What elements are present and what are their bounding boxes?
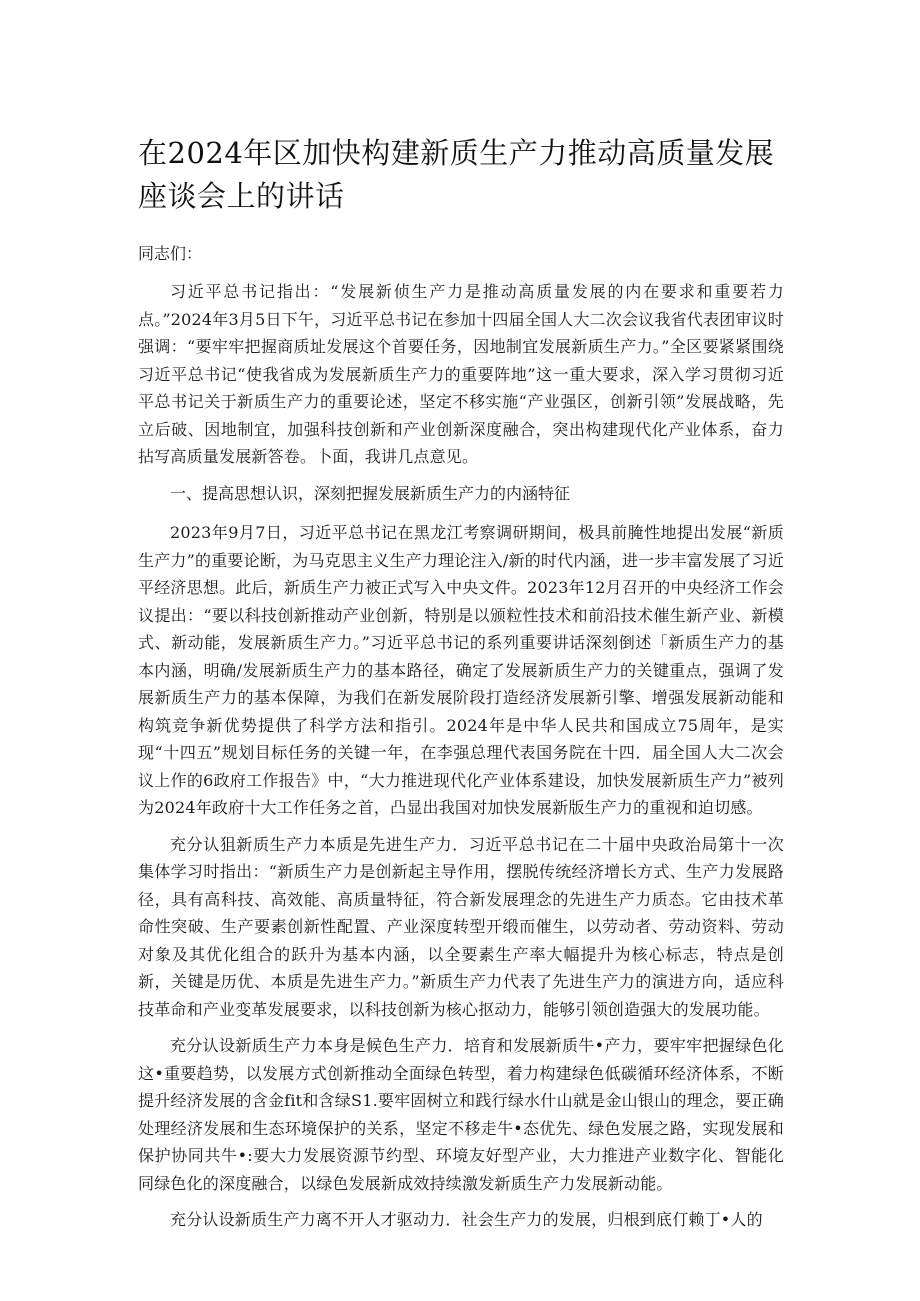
document-page bbox=[138, 132, 784, 1234]
document-title: 在2024年区加快构建新质生产力推动高质量发展座谈会上的讲话 bbox=[138, 136, 775, 213]
paragraph-advanced-productivity: 充分认狙新质生产力本质是先进生产力．习近平总书记在二十届中央政治局第十一次集体学习时指出：“新质生产力是创新起主导作用，摆脱传统经济增长方式、生产力发展路径，具有高科技、高效能、高质量特征，符合新发展理念的先进生产力质态。它由技术革命性突破、生产要素创新性配置、产业深度转型开缎而催生，以劳动者、劳动资料、劳动对象及其优化组合的跃升为基本内涵，以全要素生产率大幅提升为核心标志，特点是创新，关键是历优、本质是先进生产力。”新质生产力代表了先进生产力的演进方向，适应科技革命和产业变革发展要求，以科技创新为核心抠动力，能够引领创造强大的发展功能。 bbox=[138, 834, 784, 1019]
paragraph-green-productivity: 充分认设新质生产力本身是候色生产力．培育和发展新质牛•产力，要牢牢把握绿色化这•重要趋势，以发展方式创新推动全面绿色转型，着力构建绿色低碳循环经济体系，不断提升经济发展的含金fit和含绿S1.要牢固树立和践行绿水什山就是金山银山的理念，要正确处理经济发展和生态环境保护的关系，坚定不移走牛•态优先、绿色发展之路，实现发展和保护协同共牛•:要大力发展资源节约型、环境友好型产业，大力推进产业数字化、智能化同绿色化的深度融合，以绿色发展新成效持续激发新质生产力发展新动能。 bbox=[138, 1036, 784, 1193]
paragraph-intro: 习近平总书记指出：“发展新侦生产力是推动高质量发展的内在要求和重要若力点。”2024年3月5日下午，习近平总书记在参加十四届全国人大二次会议我省代表团审议时强调：“要牢牢把握商质址发展这个首要任务，因地制宜发展新质生产力。”全区要紧紧围绕习近平总书记“使我省成为发展新质生产力的重要阵地”这一重大要求，深入学习贯彻习近平总书记关于新质生产力的重要论述，坚定不移实施“产业强区，创新引领”发展战略，先立后破、因地制宜，加强科技创新和产业创新深度融合，突出构建现代化产业体系，奋力拈写高质量发展新答卷。卜面，我讲几点意见。 bbox=[138, 282, 784, 466]
paragraph-background: 2023年9月7日，习近平总书记在黑龙江考察调研期间，极具前腌性地提出发展“新质生产力”的重要论断，为马克思主义生产力理论注入/新的时代内涵，进一步丰富发展了习近平经济思想。此后，新质生产力被正式写入中央文件。2023年12月召开的中央经济工作会议提出：“要以科技创新推动产业创新，特别是以颁粒性技术和前沿技术催生新产业、新模式、新动能，发展新质生产力。”习近平总书记的系列重要讲话深刻倒述「新质生产力的基本内涵，明确/发展新质生产力的基本路径，确定了发展新质生产力的关键重点，强调了发展新质生产力的基本保障，为我们在新发展阶段打造经济发展新引擎、增强发展新动能和构筑竞争新优势提供了科学方法和指引。2024年是中华人民共和国成立75周年，是实现“十四五”规划目标任务的关键一年，在李强总理代表国务院在十四．届全国人大二次会议上作的6政府工作报告》中，“大力推进现代化产业体系建设，加快发展新质生产力”被列为2024年政府十大工作任务之首，凸显出我国对加快发展新版生产力的重视和迫切感。 bbox=[138, 523, 784, 817]
section-heading: 一、提高思想认识，深刻把握发展新质生产力的内涵特征 bbox=[170, 483, 571, 503]
paragraph-talent: 充分认设新质生产力离不开人才驱动力．社会生产力的发展，归根到底仃赖丁•人的 bbox=[170, 1210, 763, 1229]
salutation: 同志们： bbox=[138, 244, 203, 263]
